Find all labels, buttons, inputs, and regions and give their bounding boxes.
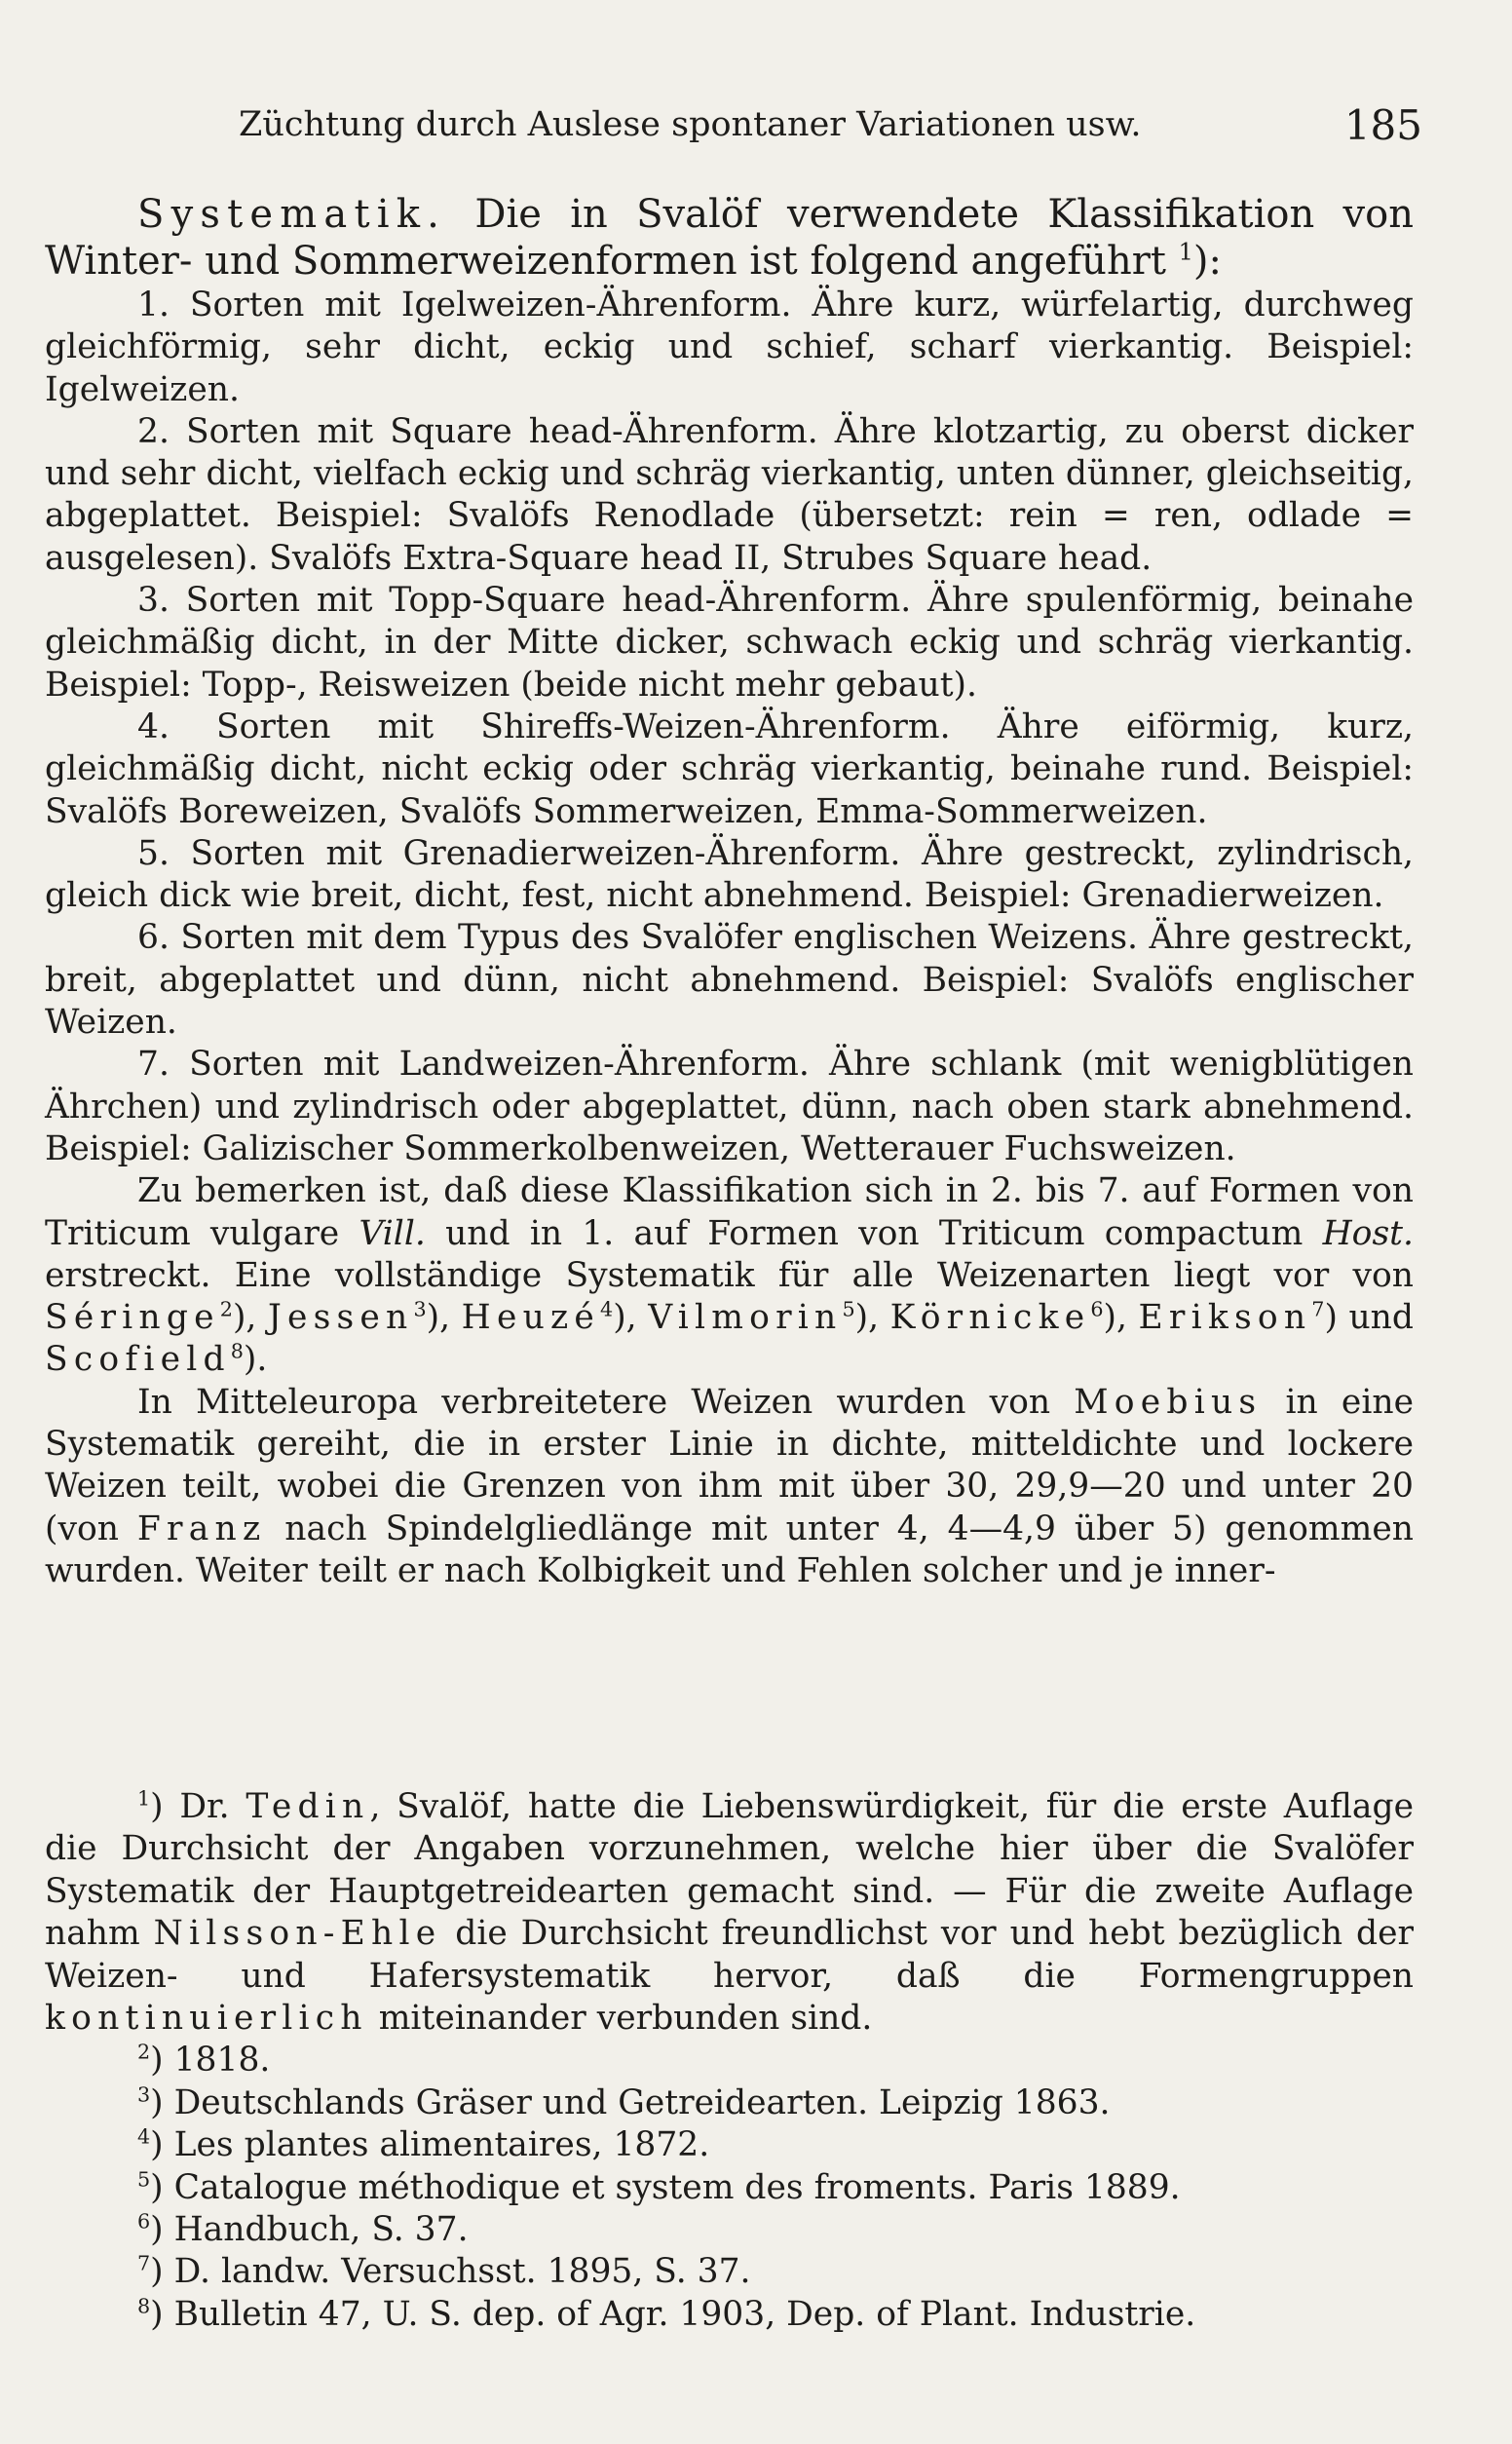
footnote-2 — [45, 2040, 1414, 2081]
main-text — [45, 191, 1414, 1592]
author-name: Jessen — [267, 1298, 414, 1338]
text-segment: Zu bemerken ist, daß diese Klassifikation sich in 2. bis 7. auf Formen von Triticum vulgare — [45, 1171, 1414, 1253]
footnote-marker: 5 — [137, 2167, 151, 2192]
intro-end: ): — [1192, 239, 1222, 284]
author-name: Franz — [136, 1508, 267, 1548]
text-segment: ), — [1103, 1298, 1139, 1338]
text-segment: ) und — [1324, 1298, 1414, 1338]
author-name: Séringe — [45, 1298, 220, 1338]
text-segment: nach Spindelgliedlänge mit unter 4, 4—4,9 über 5) genommen wurden. Weiter teilt er nach Kolbigkeit und Fehlen solcher und je inner- — [45, 1508, 1414, 1590]
footnote-marker: 8 — [137, 2294, 151, 2318]
footnote-6 — [45, 2209, 1414, 2251]
footnote-3 — [45, 2082, 1414, 2124]
class-item-4: 4. Sorten mit Shireffs-Weizen-Ährenform. Ähre eiförmig, kurz, gleichmäßig dicht, nicht eckig oder schräg vierkantig, beinahe rund. Beispiel: Svalöfs Boreweizen, Svalöfs Sommerweizen, Emma-Sommerweizen. — [45, 706, 1414, 831]
footnote-ref: 2 — [219, 1297, 233, 1321]
class-item-3: 3. Sorten mit Topp-Square head-Ährenform. Ähre spulenförmig, beinahe gleichmäßig dicht, in der Mitte dicker, schwach eckig und schräg vierkantig. Beispiel: Topp-, Reisweizen (beide nicht mehr gebaut). — [45, 581, 1414, 705]
class-item-2: 2. Sorten mit Square head-Ährenform. Ähre klotzartig, zu oberst dicker und sehr dicht, vielfach eckig und schräg vierkantig, unten dünner, gleichseitig, abgeplattet. Beispiel: Svalöfs Renodlade (übersetzt: rein = ren, odlade = ausgelesen). Svalöfs Extra-Square head II, Strubes Square head. — [45, 411, 1414, 578]
author-name: Heuzé — [461, 1298, 601, 1338]
author-abbrev: Vill. — [359, 1213, 426, 1253]
author-name: Nilsson-Ehle — [153, 1914, 442, 1954]
text-segment: ). — [243, 1340, 268, 1380]
footnote-7 — [45, 2251, 1414, 2293]
footnote-ref: 1 — [1178, 238, 1193, 266]
text-segment: in eine Systematik gereiht, die in erster Linie in dichte, mitteldichte und lockere Weizen teilt, wobei die Grenzen von ihm mit über 30, 29,9—20 und unter 20 (von — [45, 1382, 1414, 1548]
footnote-5 — [45, 2167, 1414, 2209]
footnote-ref: 5 — [842, 1297, 855, 1321]
running-title: Züchtung durch Auslese spontaner Variationen usw. — [239, 105, 1142, 144]
footnote-text: ) Deutschlands Gräser und Getreidearten. Leipzig 1863. — [150, 2082, 1111, 2122]
footnote-marker: 6 — [137, 2209, 151, 2234]
footnote-ref: 6 — [1090, 1297, 1104, 1321]
footnote-4 — [45, 2124, 1414, 2166]
text-segment: In Mitteleuropa verbreitetere Weizen wurden von — [137, 1382, 1075, 1422]
text-segment: ), — [426, 1298, 462, 1338]
text-segment: und in 1. auf Formen von Triticum compactum — [425, 1213, 1323, 1253]
footnote-text: ) Catalogue méthodique et system des froments. Paris 1889. — [150, 2167, 1181, 2207]
footnote-text: ) D. landw. Versuchsst. 1895, S. 37. — [150, 2252, 751, 2292]
footnote-ref: 3 — [413, 1297, 427, 1321]
footnote-marker: 2 — [137, 2040, 151, 2064]
class-item-7: 7. Sorten mit Landweizen-Ährenform. Ähre schlank (mit wenigblütigen Ährchen) und zylindrisch oder abgeplattet, dünn, nach oben stark abnehmend. Beispiel: Galizischer Sommerkolbenweizen, Wetterauer Fuchsweizen. — [45, 1045, 1414, 1168]
moebius-paragraph — [45, 1382, 1414, 1592]
footnote-marker: 7 — [137, 2251, 151, 2275]
class-item-5: 5. Sorten mit Grenadierweizen-Ährenform. Ähre gestreckt, zylindrisch, gleich dick wie breit, dicht, fest, nicht abnehmend. Beispiel: Grenadierweizen. — [45, 833, 1414, 916]
emphasized-word: kontinuierlich — [45, 1999, 368, 2039]
classification-paragraph — [45, 1170, 1414, 1381]
text-segment: , Svalöf, hatte die Liebenswürdigkeit, für die erste Auflage die Durchsicht der Angaben vorzunehmen, welche hier über die Svalöfer Systematik der Hauptgetreidearten gemacht sind. — Für die zweite Auflage nahm — [45, 1787, 1414, 1954]
intro-text: Die in Svalöf verwendete Klassifikation von Winter- und Sommerweizenformen ist folgend angeführt — [45, 192, 1414, 284]
footnotes — [45, 1786, 1414, 2336]
footnote-marker: 4 — [137, 2124, 151, 2149]
page-number: 185 — [1343, 101, 1422, 149]
text-segment: ), — [613, 1298, 649, 1338]
text-segment: die Durchsicht freundlichst vor und hebt bezüglich der Weizen- und Hafersystematik hervor, daß die Formengruppen — [45, 1914, 1414, 1996]
intro-paragraph — [45, 191, 1414, 285]
author-name: Scofield — [45, 1340, 231, 1380]
footnote-text: ) Handbuch, S. 37. — [150, 2210, 469, 2250]
class-item-6: 6. Sorten mit dem Typus des Svalöfer englischen Weizens. Ähre gestreckt, breit, abgeplattet und dünn, nicht abnehmend. Beispiel: Svalöfs englischer Weizen. — [45, 918, 1414, 1043]
running-header — [239, 95, 1422, 154]
footnote-ref: 8 — [230, 1339, 244, 1363]
author-abbrev: Host. — [1322, 1213, 1414, 1253]
footnote-text: ) Les plantes alimentaires, 1872. — [150, 2125, 710, 2165]
footnote-marker: 1 — [137, 1786, 151, 1811]
author-name: Tedin — [246, 1787, 370, 1826]
text-segment: ) Dr. — [150, 1787, 246, 1826]
class-item-1: 1. Sorten mit Igelweizen-Ährenform. Ähre kurz, würfelartig, durchweg gleichförmig, sehr dicht, eckig und schief, scharf vierkantig. Beispiel: Igelweizen. — [45, 286, 1414, 409]
author-name: Körnicke — [889, 1298, 1091, 1338]
author-name: Erikson — [1138, 1298, 1312, 1338]
text-segment: ), — [232, 1298, 268, 1338]
footnote-1 — [45, 1786, 1414, 2040]
text-segment: erstreckt. Eine vollständige Systematik für alle Weizenarten liegt vor von — [45, 1255, 1414, 1295]
footnote-ref: 4 — [600, 1297, 614, 1321]
text-segment: ), — [854, 1298, 890, 1338]
footnote-text: ) 1818. — [150, 2041, 271, 2081]
footnote-8 — [45, 2294, 1414, 2336]
text-segment: miteinander verbunden sind. — [367, 1999, 873, 2039]
footnote-text: ) Bulletin 47, U. S. dep. of Agr. 1903, Dep. of Plant. Industrie. — [150, 2294, 1196, 2334]
author-name: Vilmorin — [648, 1298, 843, 1338]
intro-term: Systematik. — [137, 192, 447, 237]
author-name: Moebius — [1074, 1382, 1263, 1422]
footnote-ref: 7 — [1311, 1297, 1325, 1321]
footnote-marker: 3 — [137, 2082, 151, 2107]
